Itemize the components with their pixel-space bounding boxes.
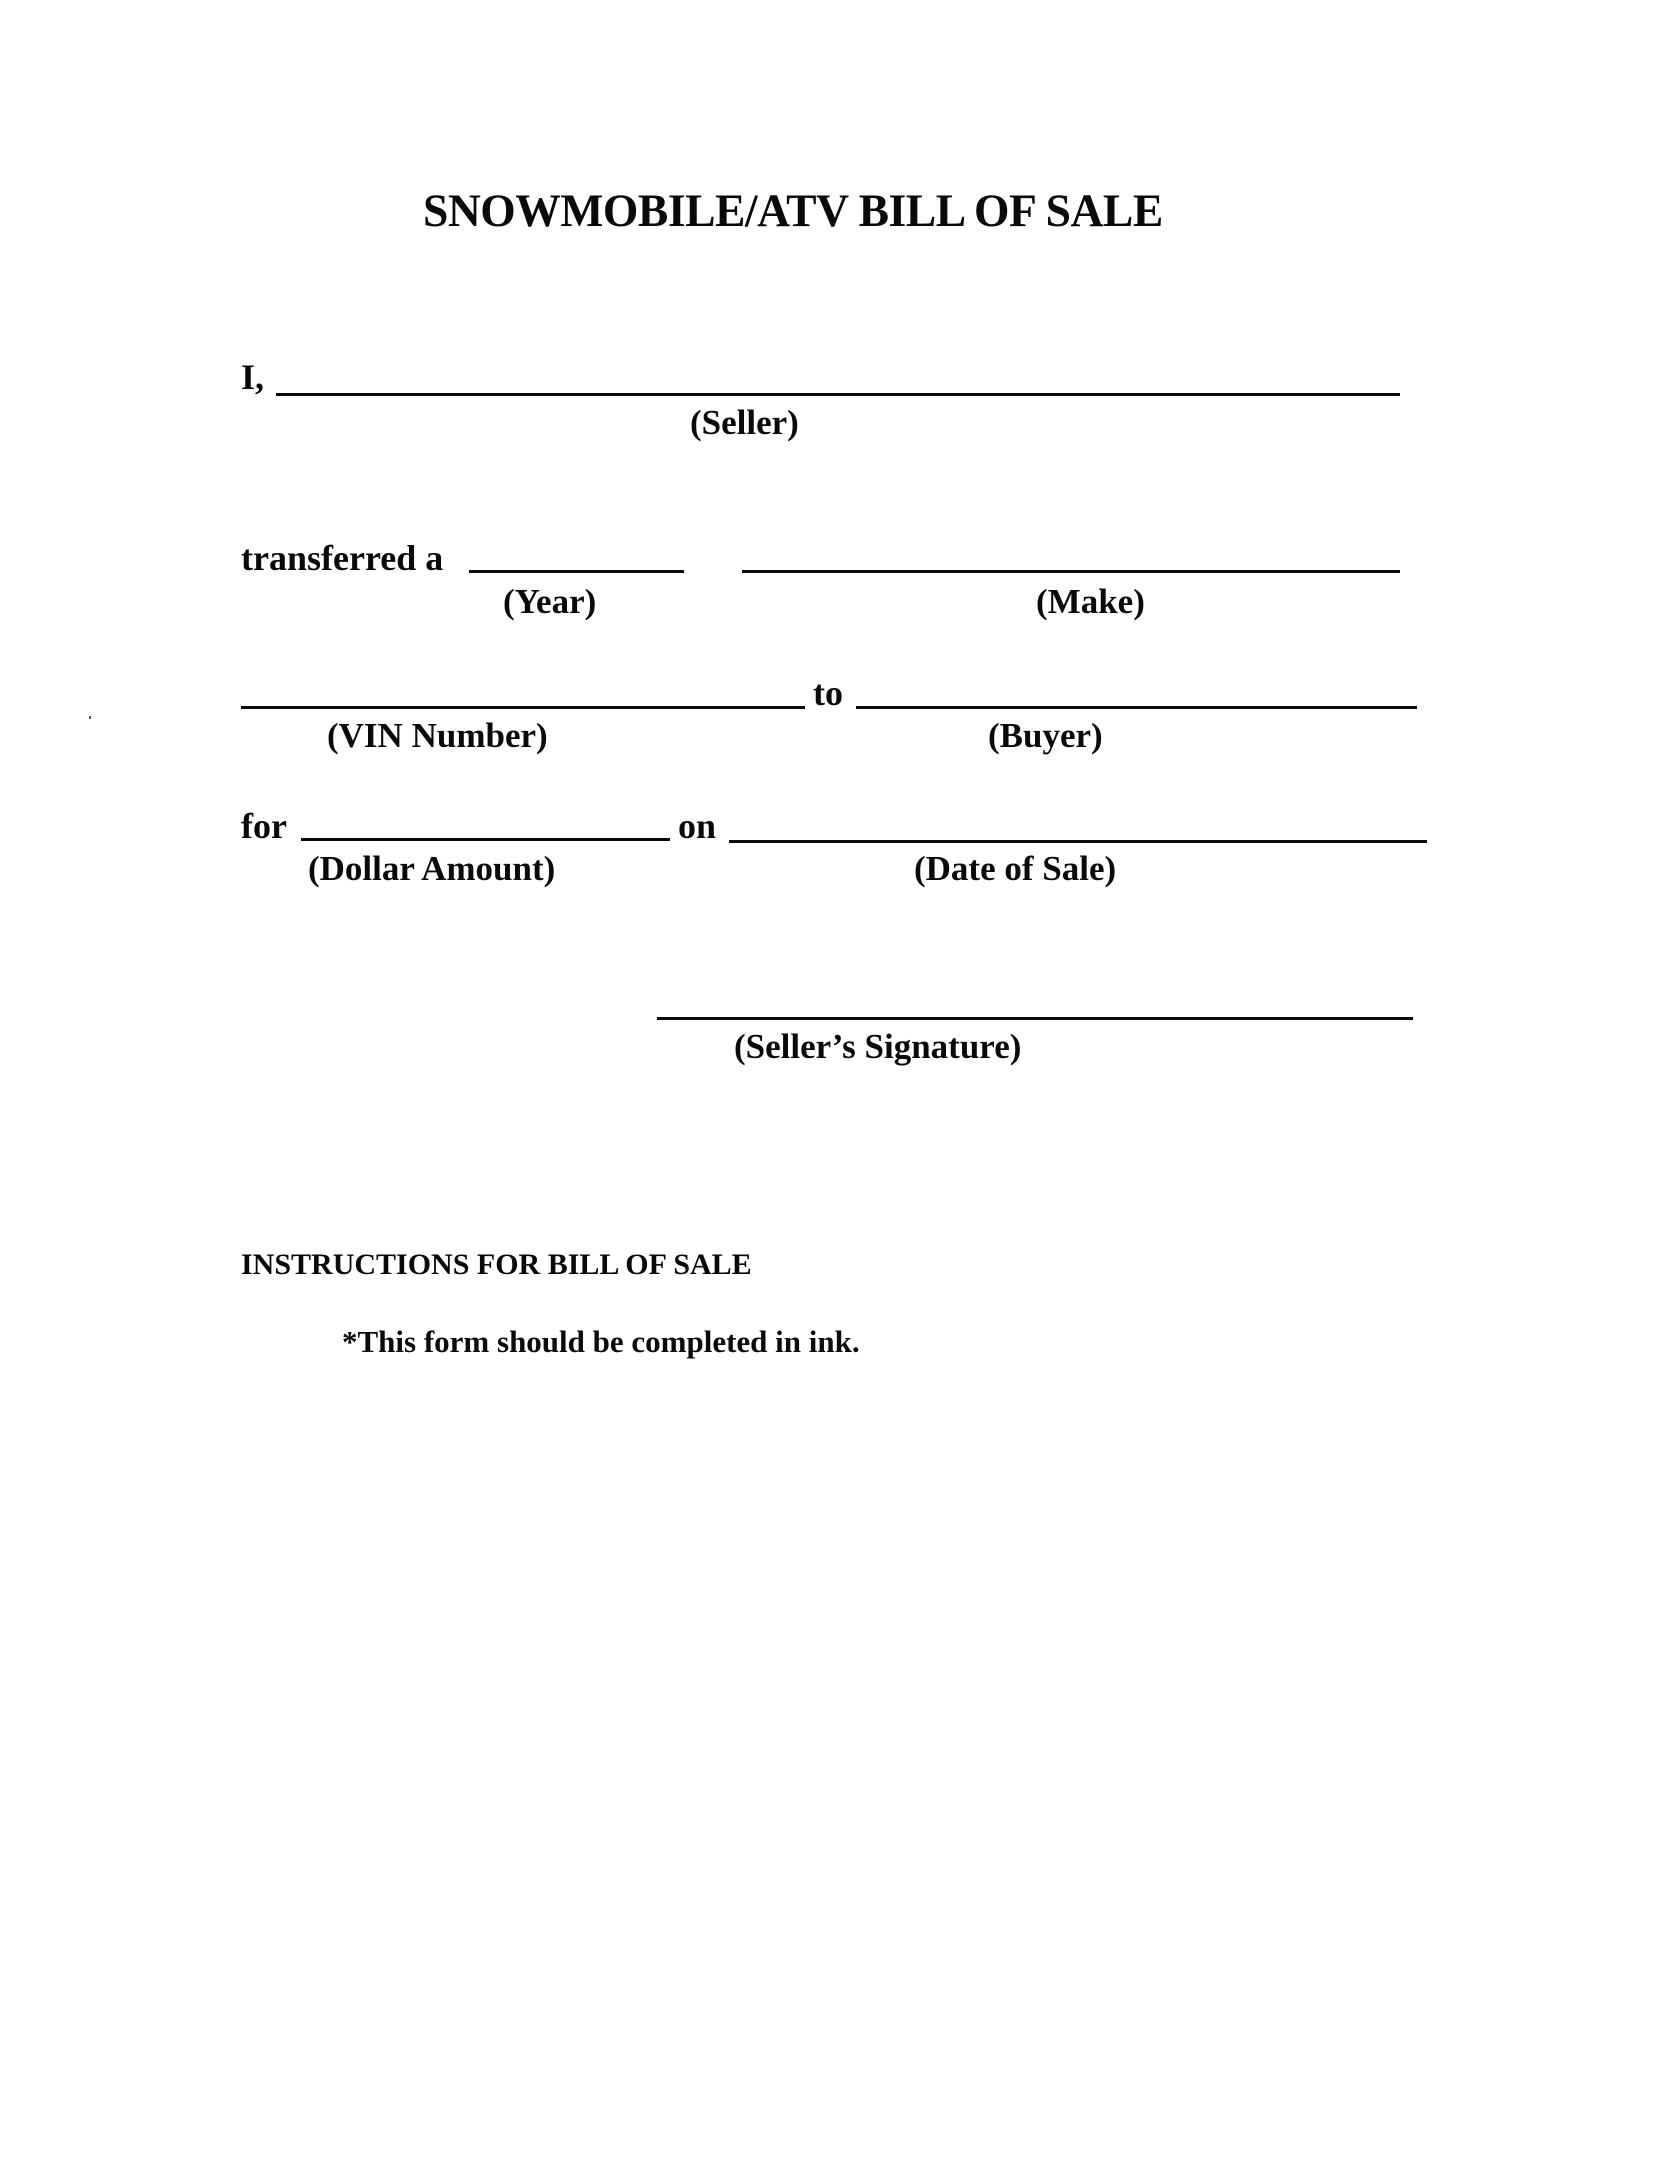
seller-caption: (Seller) — [690, 403, 799, 442]
seller-signature-caption: (Seller’s Signature) — [734, 1027, 1022, 1066]
make-field[interactable] — [742, 570, 1400, 573]
seller-prefix: I, — [241, 357, 265, 397]
make-input[interactable] — [742, 527, 1400, 567]
buyer-field[interactable] — [856, 706, 1417, 709]
seller-signature-field[interactable] — [657, 1017, 1413, 1020]
vin-caption: (VIN Number) — [327, 716, 548, 755]
instructions-item: *This form should be completed in ink. — [342, 1324, 860, 1359]
on-connector: on — [678, 806, 717, 846]
vin-input[interactable] — [241, 663, 805, 703]
to-connector: to — [813, 673, 843, 713]
make-caption: (Make) — [1036, 582, 1145, 621]
vin-field[interactable] — [241, 706, 805, 709]
dollar-amount-input[interactable] — [301, 795, 670, 835]
scan-artifact — [89, 716, 91, 719]
buyer-input[interactable] — [856, 663, 1417, 703]
buyer-caption: (Buyer) — [988, 716, 1103, 755]
year-caption: (Year) — [503, 582, 597, 621]
year-input[interactable] — [469, 527, 684, 567]
date-of-sale-caption: (Date of Sale) — [914, 849, 1117, 888]
dollar-amount-field[interactable] — [301, 838, 670, 841]
transferred-prefix: transferred a — [241, 538, 444, 578]
dollar-amount-caption: (Dollar Amount) — [308, 849, 556, 888]
date-of-sale-field[interactable] — [729, 840, 1427, 843]
seller-input[interactable] — [276, 350, 1400, 390]
date-of-sale-input[interactable] — [729, 797, 1427, 837]
document-title: SNOWMOBILE/ATV BILL OF SALE — [423, 185, 1163, 237]
instructions-heading: INSTRUCTIONS FOR BILL OF SALE — [241, 1248, 752, 1281]
for-prefix: for — [241, 806, 287, 846]
seller-field[interactable] — [276, 393, 1400, 396]
seller-signature-input[interactable] — [657, 974, 1413, 1014]
year-field[interactable] — [469, 570, 684, 573]
